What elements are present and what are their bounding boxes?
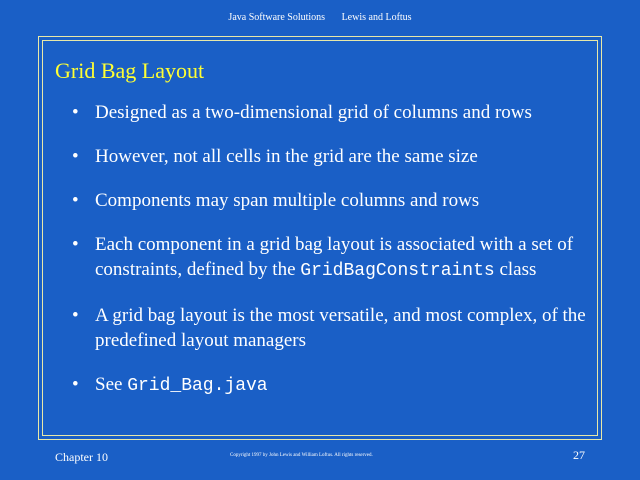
bullet-item — [72, 372, 592, 399]
slide-header — [0, 12, 640, 23]
bullet-dot: • — [72, 102, 79, 123]
bullet-dot: • — [72, 374, 79, 395]
bullet-item — [72, 188, 592, 213]
bullet-text: However, not all cells in the grid are the same size — [95, 146, 478, 167]
bullet-code: GridBagConstraints — [300, 261, 495, 281]
bullet-dot: • — [72, 305, 79, 326]
bullet-list — [72, 100, 592, 418]
header-book-title: Java Software Solutions — [228, 12, 326, 23]
page-number: 27 — [573, 448, 585, 462]
footer-copyright: Copyright 1997 by John Lewis and William Loftus. All rights reserved. — [230, 453, 373, 458]
bullet-text: A grid bag layout is the most versatile, and most complex, of the predefined layout managers — [95, 305, 586, 351]
bullet-text: Each component in a grid bag layout is associated with a set of constraints, defined by the — [95, 234, 574, 280]
bullet-dot: • — [72, 190, 79, 211]
bullet-dot: • — [72, 234, 79, 255]
bullet-item — [72, 144, 592, 169]
bullet-item — [72, 232, 592, 284]
bullet-text-after: class — [494, 259, 537, 280]
slide-title: Grid Bag Layout — [55, 58, 205, 83]
bullet-text: Components may span multiple columns and rows — [95, 190, 480, 211]
bullet-dot: • — [72, 146, 79, 167]
header-authors: Lewis and Loftus — [341, 12, 412, 23]
bullet-item — [72, 100, 592, 125]
footer-chapter: Chapter 10 — [55, 450, 108, 464]
bullet-text: Designed as a two-dimensional grid of columns and rows — [95, 102, 532, 123]
bullet-text: See — [95, 374, 128, 395]
bullet-item — [72, 303, 592, 353]
bullet-code: Grid_Bag.java — [127, 376, 268, 396]
